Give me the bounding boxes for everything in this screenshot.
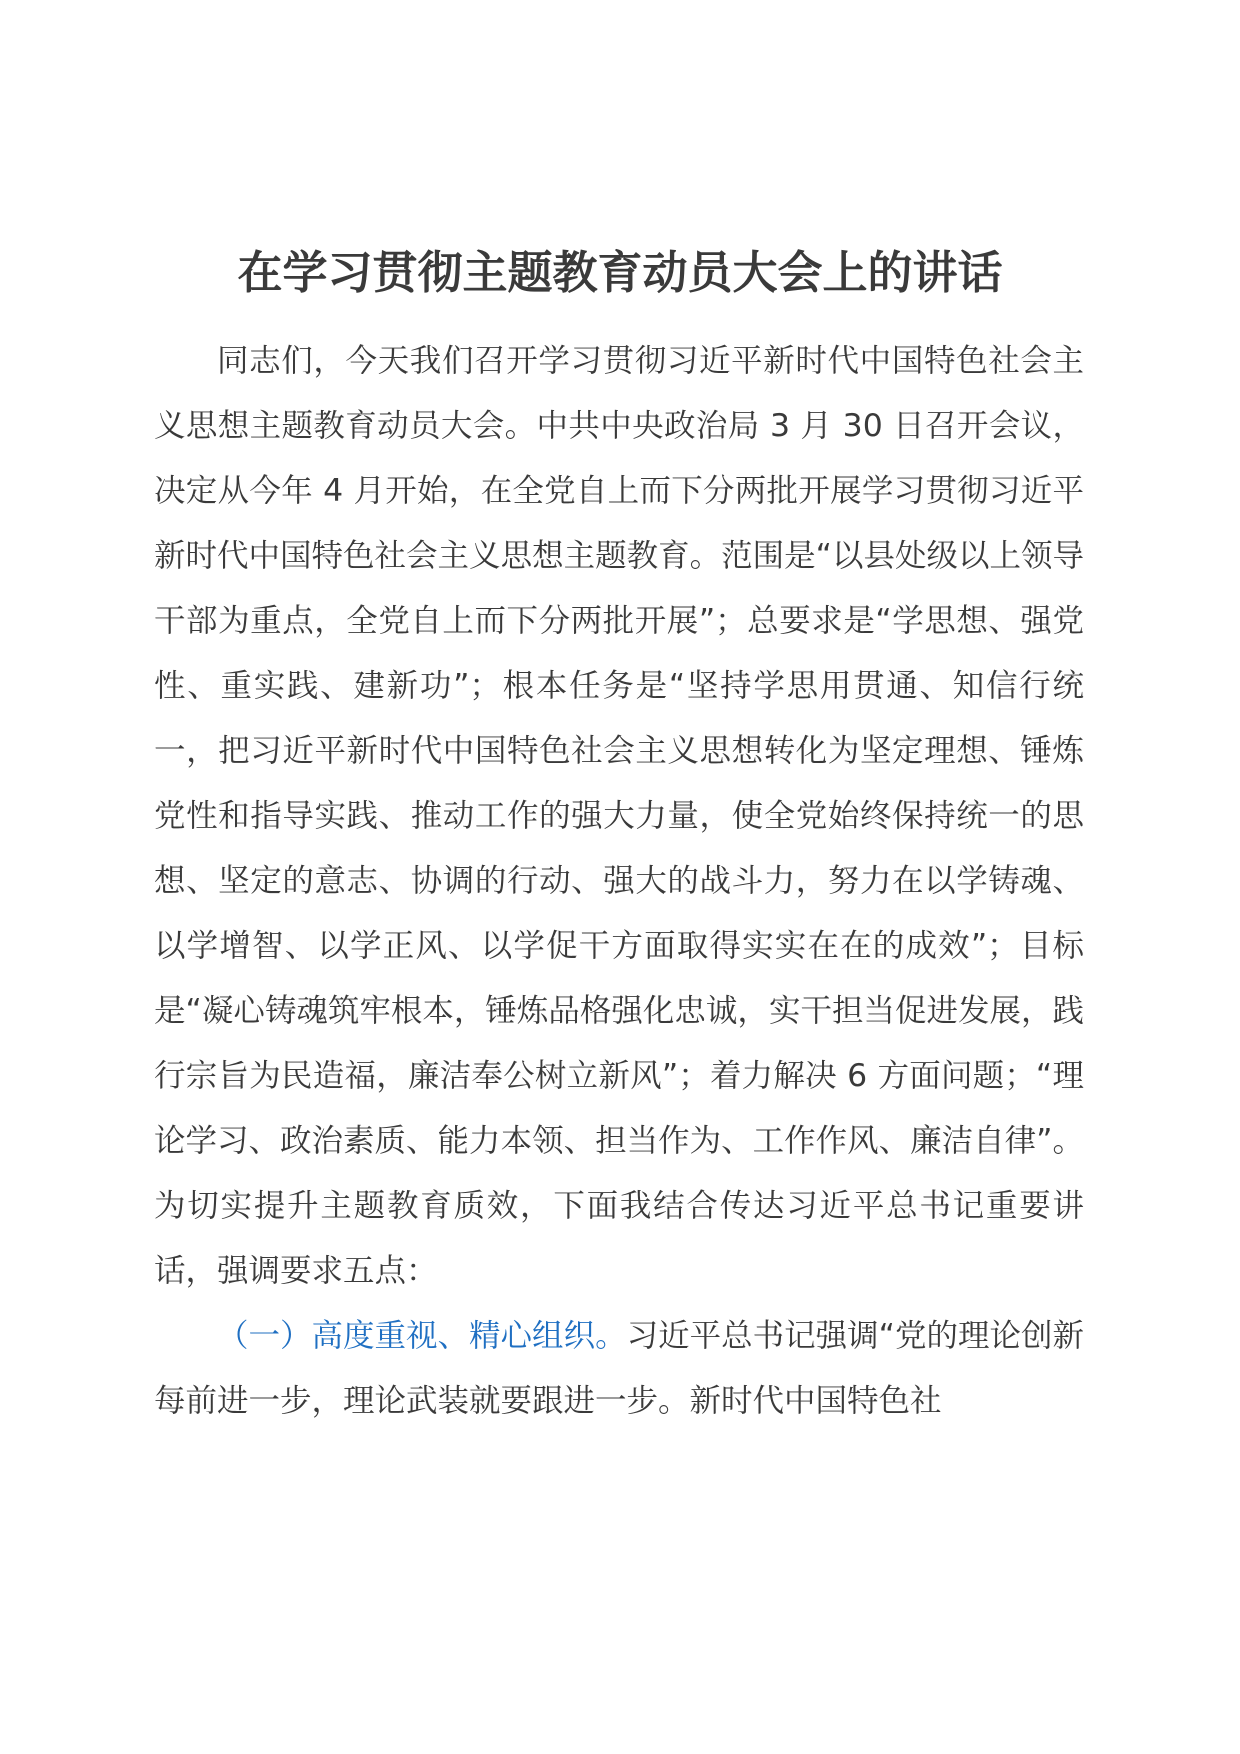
intro-paragraph: 同志们，今天我们召开学习贯彻习近平新时代中国特色社会主义思想主题教育动员大会。中共中央政治局 3 月 30 日召开会议，决定从今年 4 月开始，在全党自上而下分两批开展学习贯彻习近平新时代中国特色社会主义思想主题教育。范围是“以县处级以上领导干部为重点，全党自上而下分两批开展”；总要求是“学思想、强党性、重实践、建新功”；根本任务是“坚持学思用贯通、知信行统一，把习近平新时代中国特色社会主义思想转化为坚定理想、锤炼党性和指导实践、推动工作的强大力量，使全党始终保持统一的思想、坚定的意志、协调的行动、强大的战斗力，努力在以学铸魂、以学增智、以学正风、以学促干方面取得实实在在的成效”；目标是“凝心铸魂筑牢根本，锤炼品格强化忠诚，实干担当促进发展，践行宗旨为民造福，廉洁奉公树立新风”；着力解决 6 方面问题；“理论学习、政治素质、能力本领、担当作为、工作作风、廉洁自律”。为切实提升主题教育质效，下面我结合传达习近平总书记重要讲话，强调要求五点： <box>154 343 1084 1289</box>
document-body <box>154 329 1084 1434</box>
section-one-heading: （一）高度重视、精心组织。 <box>217 1318 627 1354</box>
document-title: 在学习贯彻主题教育动员大会上的讲话 <box>237 246 1003 299</box>
section-one-text: 习近平总书记强调“党的理论创新每前进一步，理论武装就要跟进一步。新时代中国特色社 <box>154 1318 1084 1419</box>
section-one-paragraph <box>154 1304 1084 1434</box>
